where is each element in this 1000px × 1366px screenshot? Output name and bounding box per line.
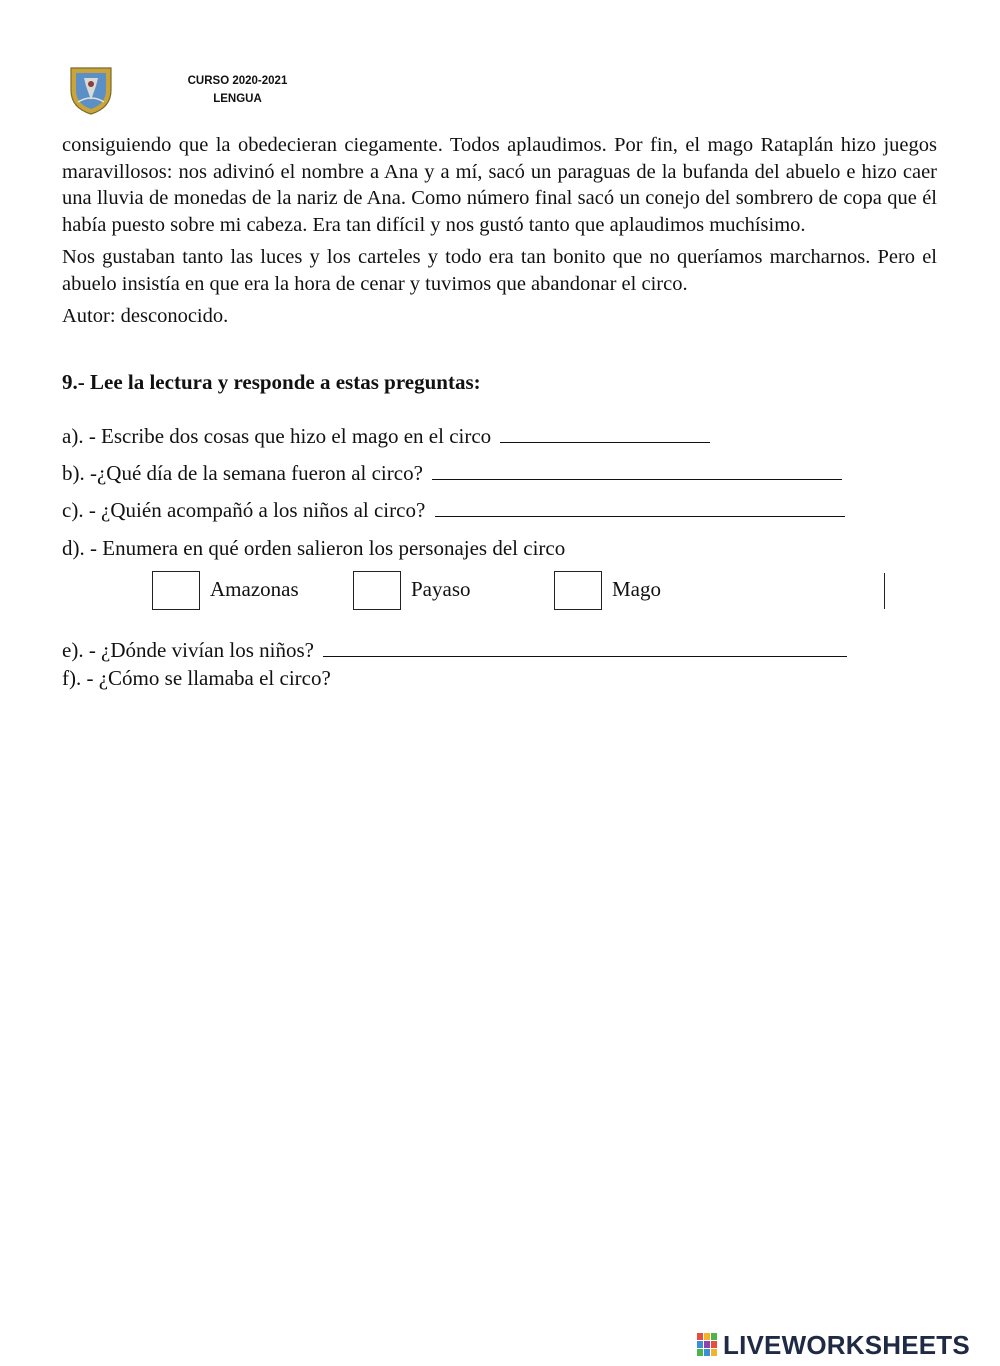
question-f-text: f). - ¿Cómo se llamaba el circo? [62, 666, 331, 690]
order-label-amazonas: Amazonas [210, 577, 299, 601]
author-line: Autor: desconocido. [62, 305, 229, 327]
subject-name: LENGUA [213, 93, 262, 105]
questions-title: 9.- Lee la lectura y responde a estas preguntas: [62, 370, 481, 394]
question-c-text: c). - ¿Quién acompañó a los niños al circo? [62, 498, 426, 522]
question-d [62, 536, 565, 561]
answer-b-field[interactable] [432, 461, 842, 480]
answer-a-field[interactable] [500, 424, 710, 443]
answer-c-field[interactable] [435, 498, 845, 517]
order-label-payaso: Payaso [411, 577, 471, 601]
order-box-amazonas[interactable] [152, 571, 200, 610]
order-label-mago: Mago [612, 577, 661, 601]
order-box-payaso[interactable] [353, 571, 401, 610]
question-e-text: e). - ¿Dónde vivían los niños? [62, 638, 314, 662]
question-b-text: b). -¿Qué día de la semana fueron al circo? [62, 461, 423, 485]
school-crest-icon [68, 64, 114, 116]
course-year: CURSO 2020-2021 [187, 75, 288, 87]
question-a [62, 424, 710, 449]
order-box-mago[interactable] [554, 571, 602, 610]
question-c [62, 498, 845, 523]
question-d-text: d). - Enumera en qué orden salieron los personajes del circo [62, 536, 566, 560]
reading-paragraph-1: consiguiendo que la obedecieran ciegamente. Todos aplaudimos. Por fin, el mago Rataplán hizo juegos maravillosos: nos adivinó el nombre a Ana y a mí, sacó un paraguas de la bufanda del abuelo e hizo caer una lluvia de monedas de la nariz de Ana. Como número final sacó un conejo del sombrero de copa que él había puesto sobre mi cabeza. Era tan difícil y nos gustó tanto que aplaudimos muchísimo. [62, 134, 937, 236]
reading-paragraph-2: Nos gustaban tanto las luces y los carteles y todo era tan bonito que no queríamos marcharnos. Pero el abuelo insistía en que era la hora de cenar y tuvimos que abandonar el circo. [62, 246, 937, 295]
reading-text [62, 132, 937, 330]
question-f [62, 666, 331, 691]
liveworksheets-brand [697, 1330, 997, 1360]
brand-name: LIVEWORKSHEETS [723, 1330, 970, 1360]
order-options [152, 571, 885, 611]
question-b [62, 461, 842, 486]
question-a-text: a). - Escribe dos cosas que hizo el mago en el circo [62, 424, 492, 448]
page-header [68, 64, 368, 120]
order-row-divider [884, 573, 885, 609]
question-e [62, 638, 847, 663]
liveworksheets-logo-icon [697, 1333, 719, 1357]
header-text [180, 72, 295, 108]
answer-e-field[interactable] [323, 638, 847, 657]
